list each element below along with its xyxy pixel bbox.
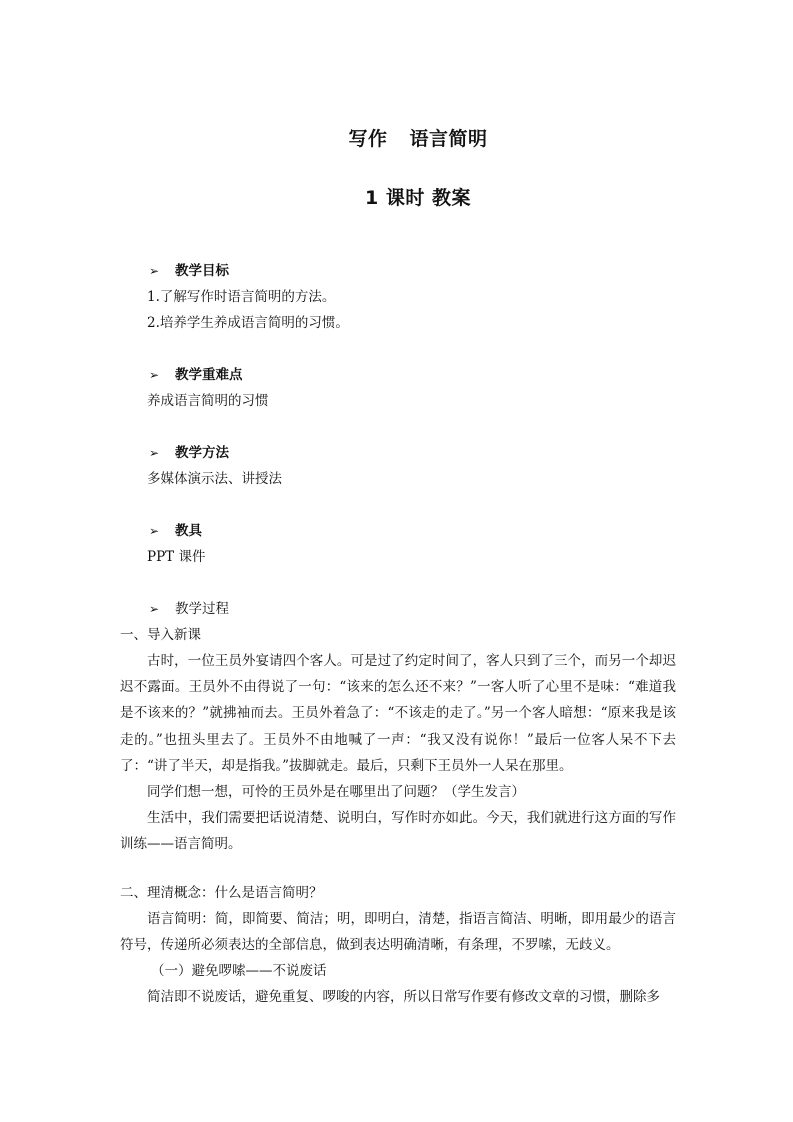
methods-text: 多媒体演示法、讲授法 — [147, 471, 282, 487]
goal-item-2: 2.培养学生养成语言简明的习惯。 — [147, 315, 349, 331]
document-title — [0, 124, 793, 151]
part-2-paragraph-2: 简洁即不说废话，避免重复、啰唆的内容，所以日常写作要有修改文章的习惯，删除多 — [147, 989, 660, 1005]
arrow-bullet-icon: ➢ — [149, 446, 160, 460]
title-part-2: 语言简明 — [409, 128, 488, 150]
part-1-paragraph-1: 古时，一位王员外宴请四个客人。可是过了约定时间了，客人只到了三个，而另一个却迟迟不露面。王员外不由得说了一句：“该来的怎么还不来？”一客人听了心里不是味：“难道我是不该来的？”就拂袖而去。王员外着急了：“不该走的走了。”另一个客人暗想：“原来我是该走的。”也扭头里去了。王员外不由地喊了一声：“我又没有说你！”最后一位客人呆不下去了：“讲了半天，却是指我。”拔脚就走。最后，只剩下王员外一人呆在那里。 — [120, 653, 676, 774]
methods-heading — [149, 444, 229, 462]
title-part-1: 写作 — [348, 128, 388, 150]
document-subtitle: 1 课时 教案 — [365, 187, 471, 209]
process-heading — [149, 600, 229, 618]
part-2-subheading: （一）避免啰嗦——不说废话 — [151, 963, 327, 979]
process-heading-text: 教学过程 — [175, 601, 229, 617]
key-points-heading — [149, 366, 243, 384]
arrow-bullet-icon: ➢ — [149, 368, 160, 382]
goals-heading — [149, 262, 229, 280]
key-points-heading-text: 教学重难点 — [175, 367, 243, 383]
part-1-heading: 一、导入新课 — [120, 627, 201, 643]
goals-heading-text: 教学目标 — [175, 263, 229, 279]
part-2-paragraph-1: 语言简明：简，即简要、简洁；明，即明白，清楚，指语言简洁、明晰，即用最少的语言符号，传递所必须表达的全部信息，做到表达明确清晰，有条理，不罗嗦，无歧义。 — [120, 911, 676, 954]
arrow-bullet-icon: ➢ — [149, 602, 160, 616]
arrow-bullet-icon: ➢ — [149, 524, 160, 538]
tools-text: PPT 课件 — [147, 549, 206, 565]
tools-heading — [149, 522, 202, 540]
goal-item-1: 1.了解写作时语言简明的方法。 — [147, 289, 336, 305]
methods-heading-text: 教学方法 — [175, 445, 229, 461]
tools-heading-text: 教具 — [175, 523, 202, 539]
key-points-text: 养成语言简明的习惯 — [147, 393, 269, 409]
arrow-bullet-icon: ➢ — [149, 264, 160, 278]
part-1-paragraph-3: 生活中，我们需要把话说清楚、说明白，写作时亦如此。今天，我们就进行这方面的写作训练——语言简明。 — [120, 810, 676, 853]
part-2-heading: 二、理清概念：什么是语言简明？ — [120, 885, 323, 901]
part-1-paragraph-2: 同学们想一想，可怜的王员外是在哪里出了问题？（学生发言） — [147, 784, 525, 800]
